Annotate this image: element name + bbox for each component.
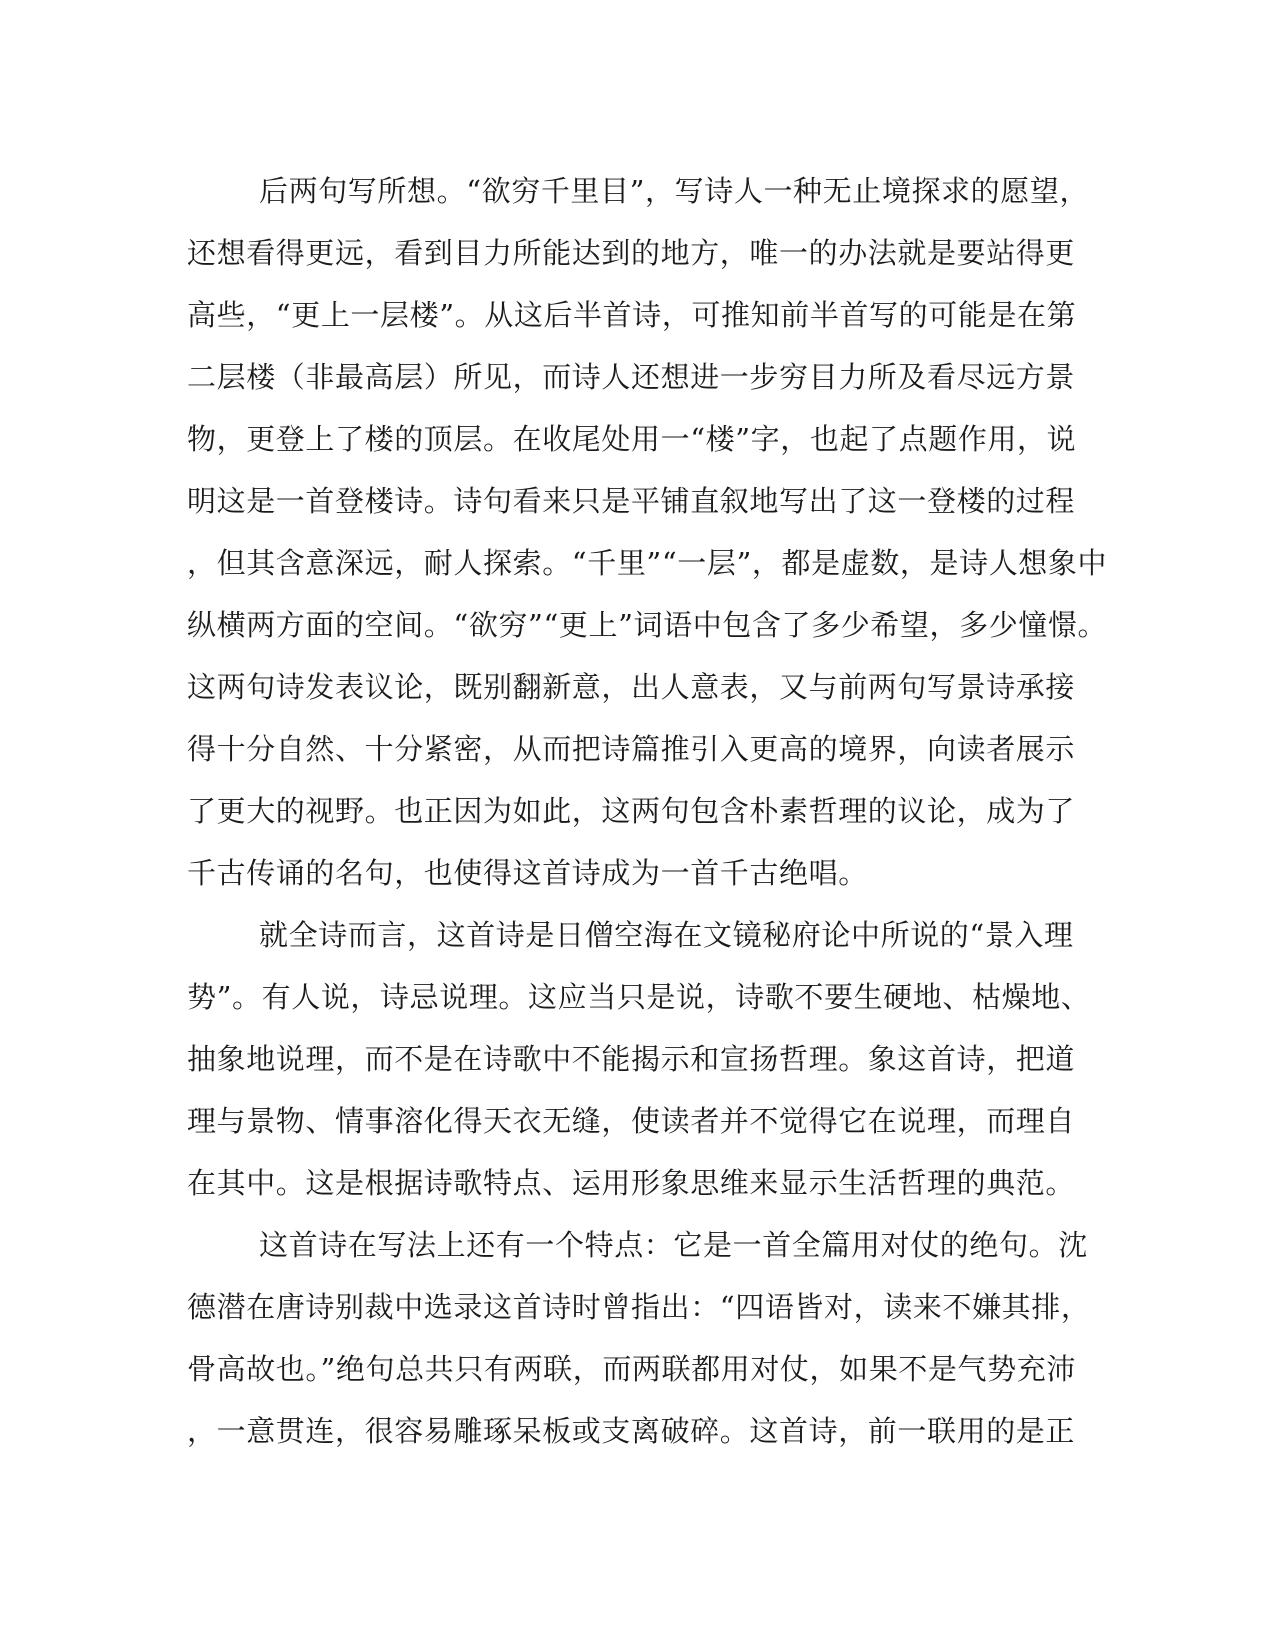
text-line: 理与景物、情事溶化得天衣无缝，使读者并不觉得它在说理，而理自 bbox=[187, 1104, 1076, 1138]
paragraph-2 bbox=[187, 904, 1091, 1214]
text-line: 得十分自然、十分紧密，从而把诗篇推引入更高的境界，向读者展示 bbox=[187, 732, 1076, 766]
text-line: 这两句诗发表议论，既别翻新意，出人意表，又与前两句写景诗承接 bbox=[187, 670, 1076, 704]
text-line: 了更大的视野。也正因为如此，这两句包含朴素哲理的议论，成为了 bbox=[187, 794, 1076, 828]
text-line: 后两句写所想。“欲穷千里目”，写诗人一种无止境探求的愿望， bbox=[259, 174, 1090, 208]
text-line: 明这是一首登楼诗。诗句看来只是平铺直叙地写出了这一登楼的过程 bbox=[187, 484, 1076, 518]
text-line: 在其中。这是根据诗歌特点、运用形象思维来显示生活哲理的典范。 bbox=[187, 1166, 1076, 1200]
text-line: 千古传诵的名句，也使得这首诗成为一首千古绝唱。 bbox=[187, 856, 868, 890]
text-line: 德潜在唐诗别裁中选录这首诗时曾指出：“四语皆对，读来不嫌其排， bbox=[187, 1290, 1091, 1324]
text-line: 这首诗在写法上还有一个特点：它是一首全篇用对仗的绝句。沈 bbox=[259, 1228, 1088, 1262]
paragraph-1 bbox=[187, 160, 1108, 904]
text-line: 势”。有人说，诗忌说理。这应当只是说，诗歌不要生硬地、枯燥地、 bbox=[187, 980, 1091, 1014]
text-line: 骨高故也。”绝句总共只有两联，而两联都用对仗，如果不是气势充沛 bbox=[187, 1352, 1076, 1386]
text-line: 物，更登上了楼的顶层。在收尾处用一“楼”字，也起了点题作用，说 bbox=[187, 422, 1077, 456]
text-line: ，但其含意深远，耐人探索。“千里”“一层”，都是虚数，是诗人想象中 bbox=[187, 546, 1108, 580]
text-line: 高些，“更上一层楼”。从这后半首诗，可推知前半首写的可能是在第 bbox=[187, 298, 1077, 332]
text-line: 二层楼（非最高层）所见，而诗人还想进一步穷目力所及看尽远方景 bbox=[187, 360, 1076, 394]
text-line: 纵横两方面的空间。“欲穷”“更上”词语中包含了多少希望，多少憧憬。 bbox=[187, 608, 1108, 642]
text-line: 抽象地说理，而不是在诗歌中不能揭示和宣扬哲理。象这首诗，把道 bbox=[187, 1042, 1076, 1076]
text-line: 就全诗而言，这首诗是日僧空海在文镜秘府论中所说的“景入理 bbox=[259, 918, 1074, 952]
body-text bbox=[187, 160, 1108, 1462]
paragraph-3 bbox=[187, 1214, 1091, 1462]
text-line: ，一意贯连，很容易雕琢呆板或支离破碎。这首诗，前一联用的是正 bbox=[187, 1414, 1076, 1448]
text-line: 还想看得更远，看到目力所能达到的地方，唯一的办法就是要站得更 bbox=[187, 236, 1076, 270]
